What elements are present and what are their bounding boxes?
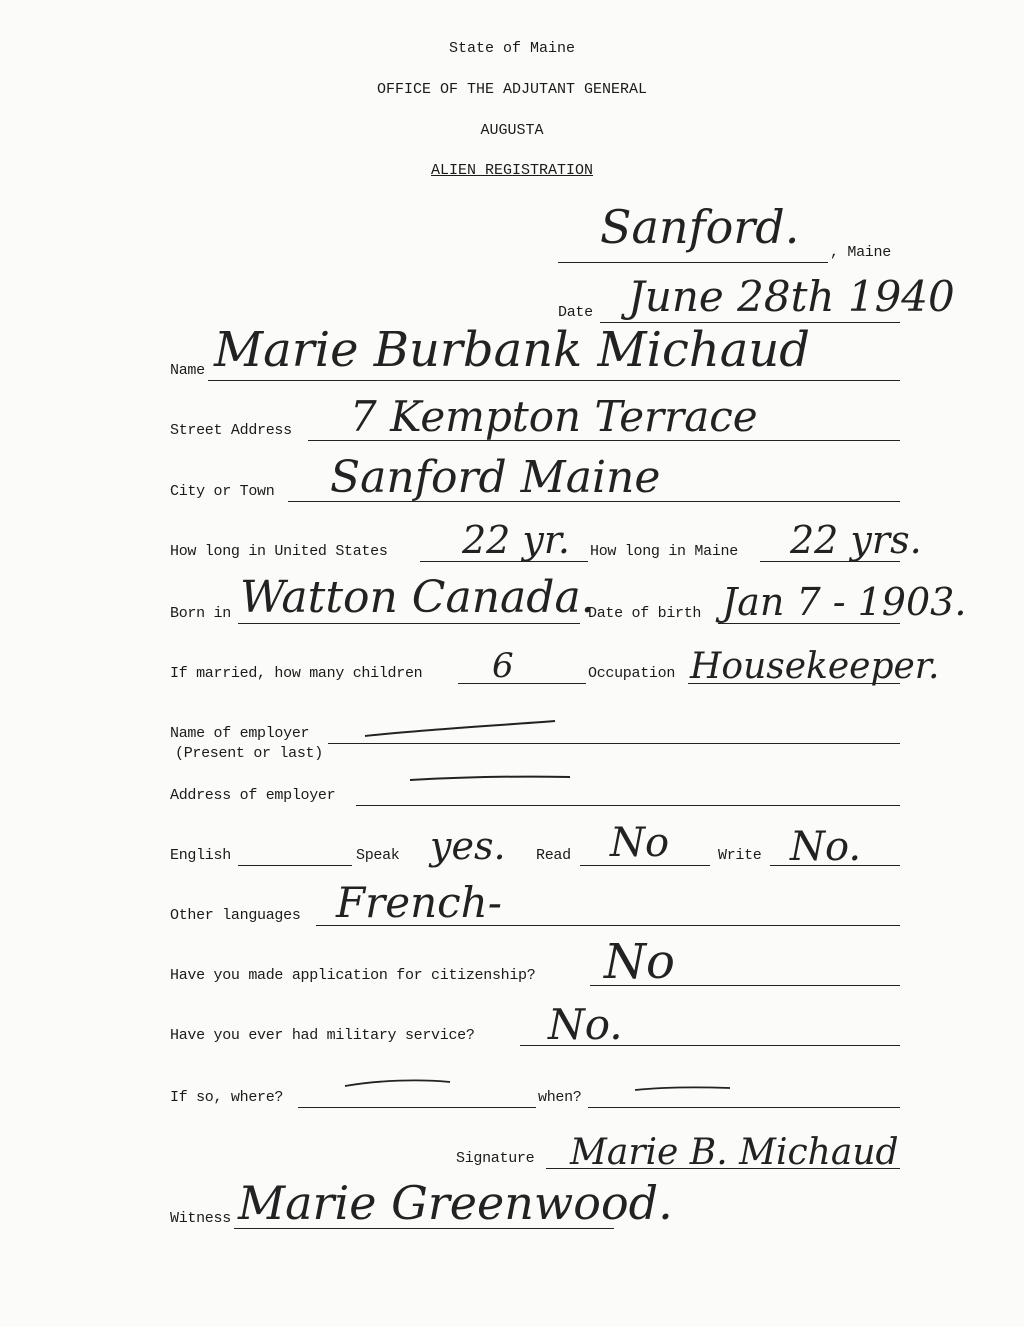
header-office: OFFICE OF THE ADJUTANT GENERAL bbox=[376, 81, 648, 98]
write-label: Write bbox=[718, 847, 762, 864]
military-label: Have you ever had military service? bbox=[170, 1027, 475, 1044]
town-line bbox=[558, 262, 828, 263]
header-title: ALIEN REGISTRATION bbox=[430, 162, 594, 179]
military-value[interactable]: No. bbox=[548, 1000, 623, 1049]
emp-addr-dash-mark bbox=[405, 768, 585, 788]
dob-label: Date of birth bbox=[588, 605, 702, 622]
when-line bbox=[588, 1107, 900, 1108]
when-label: when? bbox=[538, 1089, 582, 1106]
emp-addr-line bbox=[356, 805, 900, 806]
speak-label: Speak bbox=[356, 847, 400, 864]
english-label: English bbox=[170, 847, 231, 864]
city-value[interactable]: Sanford Maine bbox=[330, 452, 661, 503]
header-state: State of Maine bbox=[448, 40, 576, 57]
citizenship-value[interactable]: No bbox=[604, 934, 675, 990]
write-value[interactable]: No. bbox=[790, 824, 862, 870]
children-line bbox=[458, 683, 586, 684]
read-label: Read bbox=[536, 847, 571, 864]
born-label: Born in bbox=[170, 605, 231, 622]
when-dash-mark bbox=[630, 1078, 740, 1098]
citizenship-label: Have you made application for citizenship? bbox=[170, 967, 536, 984]
children-value[interactable]: 6 bbox=[492, 646, 514, 686]
speak-value[interactable]: yes. bbox=[430, 824, 506, 868]
born-value[interactable]: Watton Canada. bbox=[240, 572, 595, 623]
occupation-value[interactable]: Housekeeper. bbox=[690, 646, 940, 687]
maine-value[interactable]: 22 yrs. bbox=[790, 518, 922, 562]
occupation-label: Occupation bbox=[588, 665, 676, 682]
employer-line bbox=[328, 743, 900, 744]
us-value[interactable]: 22 yr. bbox=[462, 518, 570, 562]
city-label: City or Town bbox=[170, 483, 275, 500]
name-label: Name bbox=[170, 362, 205, 379]
witness-value[interactable]: Marie Greenwood. bbox=[238, 1176, 673, 1230]
where-label: If so, where? bbox=[170, 1089, 284, 1106]
maine-label: How long in Maine bbox=[590, 543, 738, 560]
street-label: Street Address bbox=[170, 422, 292, 439]
other-lang-label: Other languages bbox=[170, 907, 301, 924]
read-value[interactable]: No bbox=[610, 820, 670, 866]
emp-addr-label: Address of employer bbox=[170, 787, 336, 804]
town-suffix: , Maine bbox=[830, 244, 891, 261]
date-value[interactable]: June 28th 1940 bbox=[628, 272, 955, 321]
english-line bbox=[238, 865, 352, 866]
town-value[interactable]: Sanford. bbox=[600, 200, 800, 254]
where-line bbox=[298, 1107, 536, 1108]
children-label: If married, how many children bbox=[170, 665, 423, 682]
us-label: How long in United States bbox=[170, 543, 388, 560]
name-line bbox=[208, 380, 900, 381]
witness-label: Witness bbox=[170, 1210, 231, 1227]
name-value[interactable]: Marie Burbank Michaud bbox=[214, 322, 811, 378]
date-label: Date bbox=[558, 304, 593, 321]
street-value[interactable]: 7 Kempton Terrace bbox=[350, 392, 758, 441]
employer-dash-mark bbox=[360, 712, 580, 742]
header-city: AUGUSTA bbox=[480, 122, 544, 139]
signature-value[interactable]: Marie B. Michaud bbox=[570, 1132, 899, 1173]
employer-sub: (Present or last) bbox=[175, 745, 323, 762]
dob-value[interactable]: Jan 7 - 1903. bbox=[722, 580, 967, 624]
employer-label: Name of employer bbox=[170, 725, 310, 742]
other-lang-value[interactable]: French- bbox=[336, 878, 502, 927]
born-line bbox=[238, 623, 580, 624]
where-dash-mark bbox=[340, 1072, 460, 1092]
signature-label: Signature bbox=[456, 1150, 535, 1167]
